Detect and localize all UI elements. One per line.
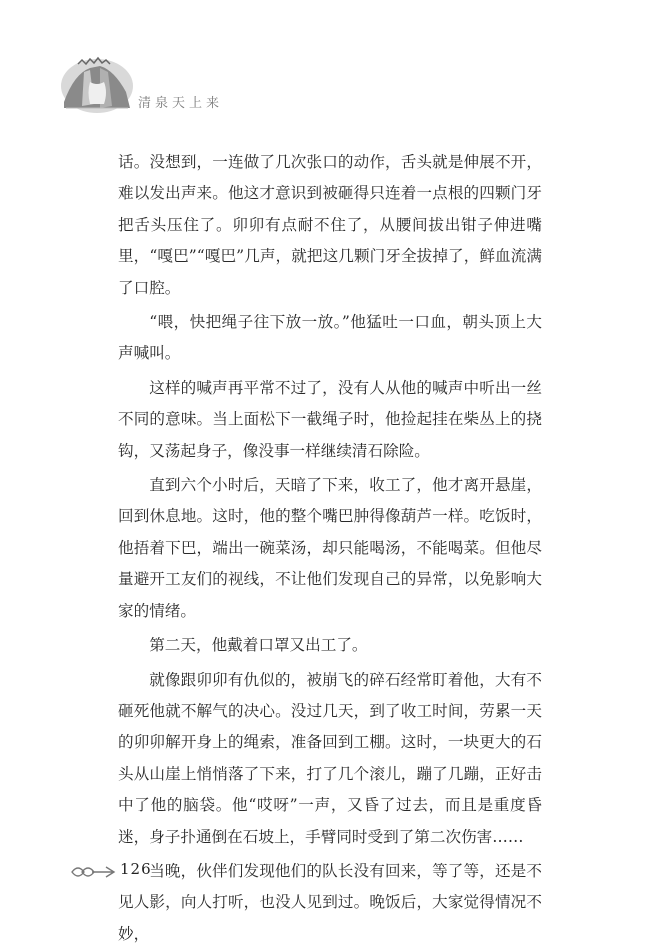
paragraph: 直到六个小时后，天暗了下来，收工了，他才离开悬崖，回到休息地。这时，他的整个嘴巴肿得像葫芦一样。吃饭时，他捂着下巴，端出一碗菜汤，却只能喝汤，不能喝菜。但他尽量避开工友们的视线，不让他们发现自己的异常，以免影响大家的情绪。 xyxy=(118,476,542,620)
paragraph: 就像跟卯卯有仇似的，被崩飞的碎石经常盯着他，大有不砸死他就不解气的决心。没过几天，到了收工时间，劳累一天的卯卯解开身上的绳索，准备回到工棚。这时，一块更大的石头从山崖上悄悄落了下来，打了几个滚儿，蹦了几蹦，正好击中了他的脑袋。他“哎呀”一声，又昏了过去，而且是重度昏迷，身子扑通倒在石坡上，手臂同时受到了第二次伤害…… xyxy=(118,670,542,846)
page-header xyxy=(0,0,646,130)
paragraph: 当晚，伙伴们发现他们的队长没有回来，等了等，还是不见人影，向人打听，也没人见到过。晚饭后，大家觉得情况不妙， xyxy=(118,861,542,943)
page-footer xyxy=(70,858,270,888)
paragraph: “喂，快把绳子往下放一放。”他猛吐一口血，朝头顶上大声喊叫。 xyxy=(118,313,542,363)
page-body xyxy=(118,147,542,950)
mountain-cliff-icon xyxy=(60,52,134,114)
paragraph: 这样的喊声再平常不过了，没有人从他的喊声中听出一丝不同的意味。当上面松下一截绳子时，他捡起挂在柴丛上的挠钩，又荡起身子，像没事一样继续清石除险。 xyxy=(118,378,542,460)
paragraph: 话。没想到，一连做了几次张口的动作，舌头就是伸展不开，难以发出声来。他这才意识到被砸得只连着一点根的四颗门牙把舌头压住了。卯卯有点耐不住了，从腰间拔出钳子伸进嘴里，“嘎巴”“嘎巴”几声，就把这几颗门牙全拔掉了，鲜血流满了口腔。 xyxy=(118,153,542,297)
book-title: 清泉天上来 xyxy=(138,96,224,111)
paragraph: 第二天，他戴着口罩又出工了。 xyxy=(149,636,368,655)
page-number: 126 xyxy=(120,860,152,878)
leaf-arrow-icon xyxy=(70,862,116,882)
